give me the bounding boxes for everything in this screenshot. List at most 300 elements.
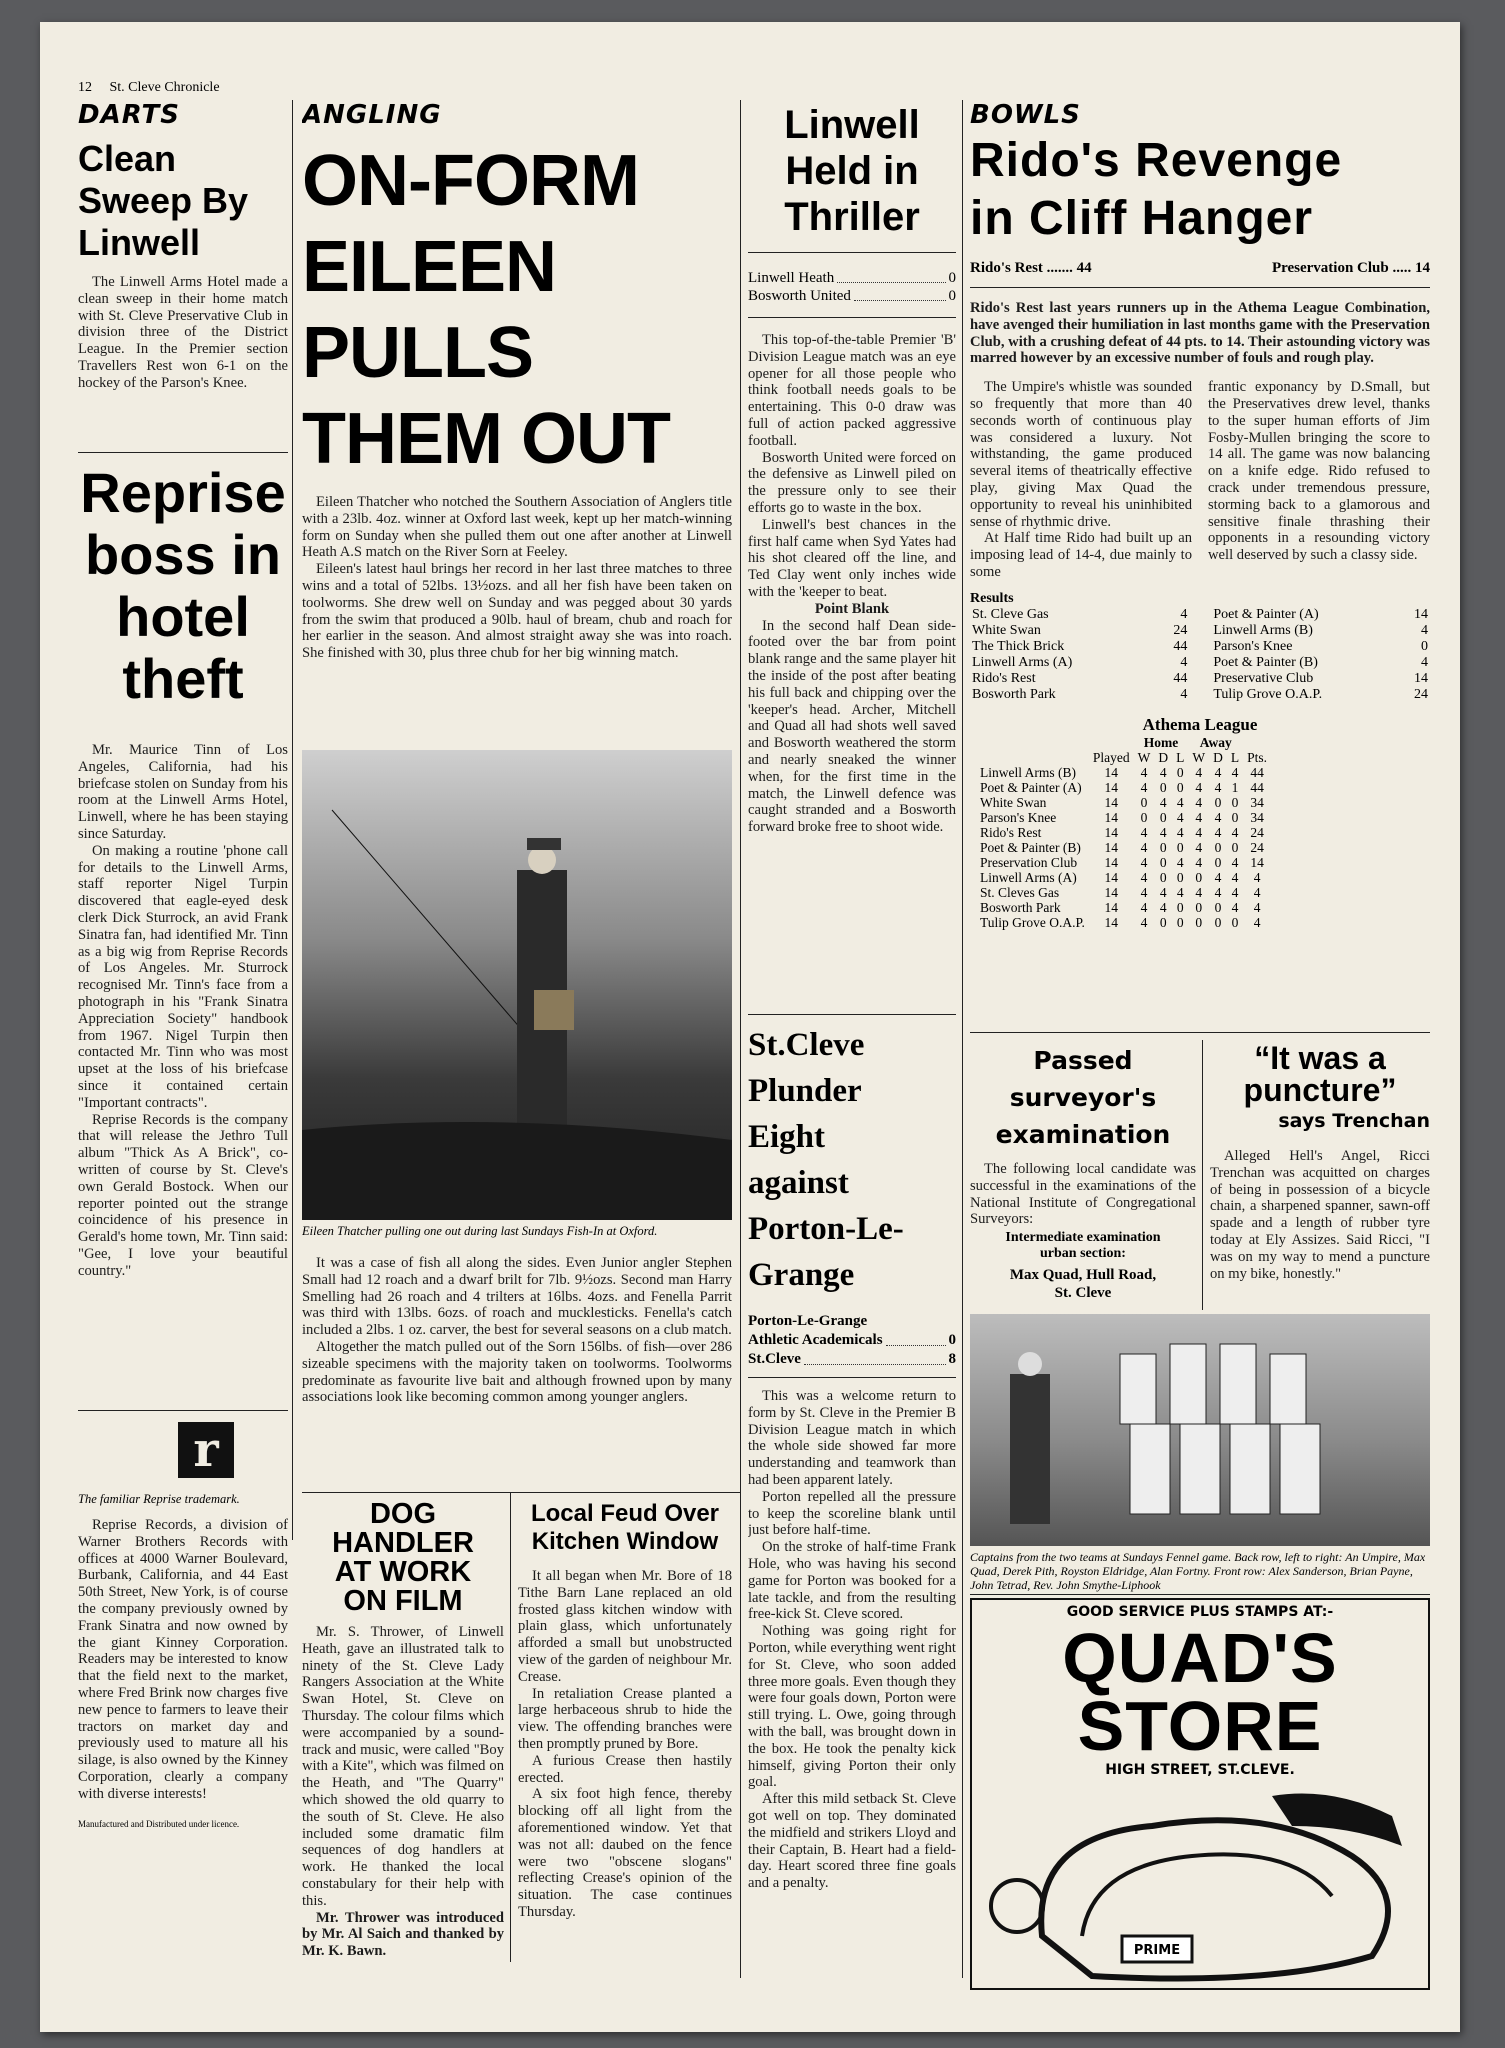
score-heading: Porton-Le-Grange	[748, 1313, 868, 1329]
league-row	[978, 825, 1271, 840]
league-cell: 0	[1159, 869, 1167, 885]
linwell-paragraph: Linwell's best chances in the first half came when Syd Yates had his shot cleared off the line, and Ted Clay went only inches wide with the 'keeper to beat.	[748, 516, 956, 600]
stcleve-headline-line: St.Cleve	[748, 1027, 865, 1063]
angling-article	[302, 100, 732, 1490]
bowls-headline	[970, 132, 1430, 248]
league-cell: 14	[1104, 899, 1119, 915]
league-cell: 34	[1250, 809, 1264, 825]
league-cell: 4	[1253, 899, 1261, 915]
darts-paragraph: The Linwell Arms Hotel made a clean sweep in their home match with St. Cleve Preservative Club in division three of the District League. In the Premier section Travellers Rest won 6-1 on the hockey of the Parson's Knee.	[78, 274, 288, 391]
league-cell: 14	[1104, 809, 1119, 825]
league-cell: 14	[1104, 764, 1119, 780]
dog-headline-line: DOG	[369, 1500, 437, 1530]
league-team: St. Cleves Gas	[980, 884, 1060, 900]
dog-paragraph: Mr. S. Thrower, of Linwell Heath, gave an illustrated talk to ninety of the St. Cleve Lady Rangers Association at the White Swan Hotel, St. Cleve on Thursday. The colour films which were accompanied by a sound-track and music, were called "Boy with a Kite", which was filmed on the Heath, and "The Quarry" which showed the old quarry to the south of St. Cleve. He also included some dramatic film sequences of dog handlers at work. He thanked the local constabulary for their help with this.	[302, 1624, 504, 1909]
reprise-paragraph: On making a routine 'phone call for details to the Linwell Arms, staff reporter Nigel Turpin discovered that eagle-eyed desk clerk Dick Sturrock, an avid Frank Sinatra fan, had identified Mr. Tinn as a big wig from Reprise Records of Los Angeles. Mr. Sturrock recognised Mr. Tinn's face from a photograph in his "Frank Sinatra Appreciation Society" handbook from 1967. Nigel Turpin then contacted Mr. Tinn who was most upset at the loss of his briefcase since it contained certain "Important contracts".	[78, 842, 288, 1111]
feud-paragraph: It all began when Mr. Bore of 18 Tithe Barn Lane replaced an old frosted glass kitchen window with plain glass, which unfortunately afforded a small but unobstructed view of the garden of neighbour Mr. Crease.	[518, 1568, 732, 1685]
results-cell: 44	[1173, 670, 1188, 686]
league-cell: 4	[1159, 794, 1167, 810]
stcleve-headline-line: Porton-Le-	[748, 1211, 904, 1247]
reprise-logo: r	[178, 1422, 234, 1478]
reprise-headline-line: hotel	[116, 585, 250, 648]
league-cell: 4	[1140, 764, 1148, 780]
league-cell: 4	[1231, 884, 1239, 900]
league-cell: 4	[1176, 884, 1184, 900]
linwell-paragraph: Bosworth United were forced on the defensive as Linwell piled on the pressure only to see their efforts go to waste in the box.	[748, 449, 956, 516]
results-cell: Parson's Knee	[1213, 638, 1293, 654]
stcleve-paragraph: This was a welcome return to form by St. Cleve in the Premier B Division League match in which the whole side showed far more understanding and teamwork than had been apparent lately.	[748, 1388, 956, 1488]
results-row	[970, 687, 1430, 703]
stcleve-article	[748, 1022, 956, 1972]
stcleve-headline-line: against	[748, 1165, 849, 1201]
bowls-headline-line: Rido's Revenge	[970, 134, 1343, 187]
league-cell: 4	[1231, 854, 1239, 870]
league-cell: 14	[1104, 869, 1119, 885]
league-col-header: L	[1230, 749, 1240, 765]
results-heading: Results	[970, 590, 1014, 606]
league-cell: 4	[1214, 764, 1222, 780]
licence-footer: Manufactured and Distributed under licence.	[78, 1818, 240, 1829]
league-cell: 14	[1104, 854, 1119, 870]
league-cell: 0	[1140, 809, 1148, 825]
feud-headline	[518, 1500, 732, 1556]
score-team: St.Cleve	[748, 1351, 801, 1367]
angling-headline-line: ON-FORM	[302, 141, 639, 221]
linwell-paragraph: In the second half Dean side-footed over the bar from point blank range and the same player hit the inside of the post after beating his full back and chipping over the 'keeper's head. Archer, Mitchell and Quad all had shots well saved and Bosworth weathered the storm and nearly sneaked the winner when, for the first time in the match, the Linwell defence was caught stranded and a Bosworth forward broke free to shoot wide.	[748, 617, 956, 836]
league-col-header: D	[1158, 749, 1169, 765]
reprise-body	[78, 742, 288, 1280]
reprise-note-paragraph: Reprise Records, a division of Warner Brothers Records with offices at 4000 Warner Boulevard, Burbank, California, and 44 East 50th Street, New York, is of course the company previously owned by Frank Sinatra and now owned by the giant Kinney Corporation. Readers may be interested to know that the field next to the market, where Fred Brink now charges five new pence to farmers to leave their tractors on market day and previously used to mature all his silage, is also owned by the Kinney Corporation, clearly a company with diverse interests!	[78, 1517, 288, 1802]
league-row	[978, 840, 1271, 855]
stcleve-headline-line: Eight	[748, 1119, 826, 1155]
league-row	[978, 900, 1271, 915]
league-title: Athema League	[1142, 714, 1258, 734]
league-cell: 0	[1159, 854, 1167, 870]
score-row	[748, 1350, 956, 1369]
puncture-headline-line: puncture”	[1243, 1072, 1397, 1108]
results-cell: Linwell Arms (B)	[1213, 622, 1313, 638]
stcleve-paragraph: Porton repelled all the pressure to keep the scoreline blank until just before half-time.	[748, 1488, 956, 1539]
darts-article	[78, 100, 288, 392]
surveyor-headline	[970, 1042, 1196, 1153]
league-cell: 0	[1176, 899, 1184, 915]
linwell-headline-line: Held in	[785, 149, 919, 193]
logo-caption: The familiar Reprise trademark.	[78, 1492, 240, 1506]
reprise-paragraph: Reprise Records is the company that will release the Jethro Tull album "Thick As A Brick", co-written of course by St. Cleve's own Gerald Bostock. When our reporter pointed out the strange coincidence of his presence in Gerald's home town, Mr. Tinn said: "Gee, I love your beautiful country."	[78, 1111, 288, 1279]
reprise-headline-line: Reprise	[80, 462, 286, 524]
results-cell: 0	[1421, 638, 1428, 654]
ad-tagline: GOOD SERVICE PLUS STAMPS AT:-	[1066, 1604, 1334, 1620]
results-cell: Tulip Grove O.A.P.	[1213, 686, 1323, 702]
results-cell: Poet & Painter (A)	[1213, 606, 1319, 622]
league-cell: 4	[1176, 794, 1184, 810]
meat-illustration	[972, 1786, 1428, 1986]
league-cell: 24	[1250, 839, 1264, 855]
feud-headline-line: Local Feud Over	[530, 1500, 720, 1527]
league-cell: 0	[1214, 839, 1222, 855]
league-team: Preservation Club	[980, 854, 1078, 870]
stcleve-paragraph: On the stroke of half-time Frank Hole, who was having his second game for Porton was booked for a late tackle, and from the resulting free-kick St. Cleve scored.	[748, 1539, 956, 1623]
league-cell: 4	[1195, 884, 1203, 900]
results-cell: 4	[1180, 654, 1188, 670]
results-row	[970, 607, 1430, 623]
league-cell: 0	[1176, 779, 1184, 795]
reprise-headline	[78, 462, 288, 710]
surveyor-name-line: Max Quad, Hull Road,	[1009, 1267, 1157, 1284]
league-cell: 0	[1231, 839, 1239, 855]
linwell-headline-line: Linwell	[784, 103, 920, 147]
reprise-headline-line: boss in	[84, 523, 282, 586]
stcleve-paragraph: After this mild setback St. Cleve got well on top. They dominated the midfield and strikers Lloyd and their Captain, B. Heart had a field-day. Heart scored three fine goals and a penalty.	[748, 1791, 956, 1892]
league-cell: 0	[1159, 809, 1167, 825]
bowls-columns	[970, 379, 1430, 581]
bowls-col-2	[1208, 379, 1430, 581]
league-row	[978, 780, 1271, 795]
surveyor-headline-line: surveyor's	[1009, 1083, 1157, 1112]
league-cell: 4	[1159, 824, 1167, 840]
results-cell: 4	[1180, 686, 1188, 702]
league-cell: 4	[1195, 839, 1203, 855]
results-cell: 4	[1421, 654, 1428, 670]
feud-paragraph: A six foot high fence, thereby blocking off all light from the aforementioned window. Yet that was not all: daubed on the fence were two "obscene slogans" reflecting Crease's opinion of the situation. The case continues Thursday.	[518, 1786, 732, 1920]
league-cell: 0	[1231, 914, 1239, 930]
linwell-paragraph: This top-of-the-table Premier 'B' Division League match was an eye opener for all those people who think football needs goals to be entertaining. This 0-0 draw was full of action packed aggressive football.	[748, 332, 956, 449]
league-team: Rido's Rest	[980, 824, 1042, 840]
results-cell: 4	[1180, 606, 1188, 622]
dog-headline-line: ON FILM	[343, 1585, 463, 1617]
team-photo	[970, 1314, 1430, 1546]
league-cell: 14	[1250, 854, 1264, 870]
surveyor-section-line: urban section:	[1040, 1246, 1126, 1262]
reprise-note	[78, 1422, 288, 1829]
darts-headline-line: Linwell	[78, 222, 201, 263]
bowls-col-1	[970, 379, 1192, 581]
darts-headline-line: Sweep By	[78, 180, 249, 221]
feud-article	[518, 1500, 732, 1921]
reprise-note-body	[78, 1517, 288, 1803]
league-cell: 0	[1231, 809, 1239, 825]
league-table	[978, 735, 1271, 930]
results-cell: 14	[1414, 670, 1428, 686]
league-cell: 4	[1253, 884, 1261, 900]
darts-body	[78, 274, 288, 392]
results-row	[970, 655, 1430, 671]
score-row	[748, 269, 956, 287]
angler-photo	[302, 750, 732, 1220]
ad-name-line: QUAD'S	[1062, 1619, 1338, 1697]
league-col-header: Played	[1092, 749, 1130, 765]
league-cell: 0	[1214, 794, 1222, 810]
league-cell: 4	[1195, 854, 1203, 870]
league-team: Poet & Painter (B)	[980, 839, 1081, 855]
darts-kicker: DARTS	[78, 100, 181, 130]
darts-headline-line: Clean	[78, 138, 177, 179]
surveyor-headline-line: examination	[995, 1120, 1171, 1149]
darts-headline	[78, 138, 288, 264]
linwell-article	[748, 100, 956, 1010]
results-row	[970, 623, 1430, 639]
league-cell: 4	[1214, 809, 1222, 825]
feud-paragraph: In retaliation Crease planted a large herbaceous shrub to hide the view. The offending branches were then promptly pruned by Bore.	[518, 1685, 732, 1752]
stcleve-scores	[748, 1312, 956, 1369]
angling-kicker: ANGLING	[302, 100, 442, 130]
dog-thanks: Mr. Thrower was introduced by Mr. Al Saich and thanked by Mr. K. Bawn.	[302, 1909, 504, 1960]
score-team: Linwell Heath	[748, 270, 835, 286]
linwell-body	[748, 332, 956, 836]
league-cell: 4	[1140, 779, 1148, 795]
feud-headline-line: Kitchen Window	[531, 1528, 719, 1555]
league-cell: 4	[1231, 764, 1239, 780]
league-cell: 4	[1140, 914, 1148, 930]
league-cell: 1	[1231, 779, 1239, 795]
league-team: Parson's Knee	[980, 809, 1057, 825]
results-cell: 24	[1173, 622, 1188, 638]
league-cell: 14	[1104, 824, 1119, 840]
quads-store-ad	[970, 1598, 1430, 1990]
league-cell: 4	[1140, 899, 1148, 915]
results-cell: Bosworth Park	[972, 686, 1056, 702]
score-value: 8	[948, 1351, 956, 1367]
puncture-body	[1210, 1148, 1430, 1282]
score-value: 0	[948, 288, 956, 304]
score-team: Athletic Academicals	[748, 1332, 883, 1348]
league-cell: 4	[1214, 779, 1222, 795]
surveyor-name-line: St. Cleve	[1054, 1285, 1112, 1302]
league-cell: 14	[1104, 779, 1119, 795]
results-cell: St. Cleve Gas	[972, 606, 1049, 622]
league-cell: 4	[1214, 884, 1222, 900]
league-row	[978, 855, 1271, 870]
angling-paragraph: It was a case of fish all along the sides. Even Junior angler Stephen Small had 12 roach and a dwarf brilt for 7lb. 9½ozs. Second man Harry Smelling had 26 roach and 4 trilters at 16lbs. 4ozs. and Fenella Parrit was third with 13lbs. 6ozs. of roach and mucklesticks. Fenella's catch included a 2lbs. 1 oz. carver, the best for several seasons on a club match.	[302, 1254, 732, 1339]
league-col-header: D	[1213, 749, 1223, 765]
prime-label: PRIME	[1133, 1943, 1181, 1958]
league-cell: 0	[1140, 794, 1148, 810]
score-value: 0	[948, 270, 956, 286]
results-cell: Rido's Rest	[972, 670, 1036, 686]
results-cell: 24	[1414, 686, 1428, 702]
paper-name: St. Cleve Chronicle	[109, 80, 220, 95]
bowls-lead-paragraph: Rido's Rest last years runners up in the Athema League Combination, have avenged their humiliation in last months game with the Preservation Club, with a crushing defeat of 44 pts. to 14. Their astounding victory was marred however by an excessive number of fouls and rough play.	[970, 300, 1430, 367]
score-row	[748, 287, 956, 305]
team-photo-caption: Captains from the two teams at Sundays Fennel game. Back row, left to right: An Umpire, Max Quad, Derek Pith, Royston Eldridge, Alan Fortny. Front row: Alex Sanderson, Brian Payne, John Tetrad, Rev. John Smythe-Liphook	[970, 1550, 1426, 1592]
results-cell: Poet & Painter (B)	[1213, 654, 1318, 670]
angling-body-2	[302, 1255, 732, 1406]
linwell-headline	[748, 102, 956, 240]
ad-name-line: STORE	[1077, 1687, 1323, 1765]
league-cell: 14	[1104, 839, 1119, 855]
stcleve-paragraph: Nothing was going right for Porton, while everything went right for St. Cleve, who soon added three more goals. Even though they were four goals down, Porton were still trying. L. Owe, going through with the ball, was brought down in the box. He took the penalty kick himself, giving Porton their only goal.	[748, 1623, 956, 1791]
results-table	[970, 607, 1430, 703]
league-cell: 4	[1159, 884, 1167, 900]
score-value: 0	[948, 1332, 956, 1348]
league-cell: 0	[1159, 839, 1167, 855]
surveyor-body	[970, 1161, 1196, 1228]
puncture-article	[1210, 1042, 1430, 1282]
angling-headline-line: THEM OUT	[302, 399, 670, 479]
league-cell: 4	[1140, 884, 1148, 900]
linwell-headline-line: Thriller	[784, 195, 920, 239]
results-row	[970, 671, 1430, 687]
league-cell: 0	[1231, 794, 1239, 810]
league-cell: 0	[1176, 764, 1184, 780]
surveyor-section-line: Intermediate examination	[1005, 1230, 1161, 1246]
stcleve-headline	[748, 1022, 956, 1298]
bowls-score-line: Rido's Rest ....... 44 Preservation Club ..... 14	[970, 260, 1430, 276]
surveyor-headline-line: Passed	[1033, 1046, 1133, 1075]
reprise-paragraph: Mr. Maurice Tinn of Los Angeles, California, had his briefcase stolen on Sunday from his room at the Linwell Arms Hotel, Linwell, where he has been staying since Saturday.	[78, 742, 288, 842]
league-col-header: L	[1176, 749, 1185, 765]
surveyor-name	[970, 1266, 1196, 1302]
league-team: Tulip Grove O.A.P.	[980, 914, 1085, 930]
results-cell: Linwell Arms (A)	[972, 654, 1073, 670]
league-cell: 4	[1231, 869, 1239, 885]
score-value: 44	[1076, 260, 1092, 276]
page-number: 12	[78, 80, 92, 95]
results-cell: Preservative Club	[1213, 670, 1314, 686]
league-cell: 44	[1250, 764, 1264, 780]
bowls-lead	[970, 300, 1430, 367]
surveyor-article	[970, 1042, 1196, 1302]
league-cell: 34	[1250, 794, 1264, 810]
results-cell: 4	[1421, 622, 1428, 638]
league-cell: 4	[1231, 824, 1239, 840]
dog-headline-line: HANDLER	[332, 1527, 474, 1559]
puncture-headline	[1210, 1042, 1430, 1106]
league-cell: 4	[1195, 824, 1203, 840]
league-cell: 4	[1159, 899, 1167, 915]
league-cell: 4	[1176, 854, 1184, 870]
league-row	[978, 915, 1271, 930]
puncture-subhead: says Trenchan	[1278, 1110, 1430, 1132]
league-row	[978, 885, 1271, 900]
angler-photo-caption: Eileen Thatcher pulling one out during last Sundays Fish-In at Oxford.	[302, 1223, 658, 1238]
league-cell: 0	[1195, 869, 1203, 885]
league-cell: 14	[1104, 914, 1119, 930]
league-cell: 4	[1140, 869, 1148, 885]
league-team: Linwell Arms (B)	[980, 764, 1076, 780]
league-cell: 0	[1159, 779, 1167, 795]
league-row	[978, 795, 1271, 810]
stcleve-body	[748, 1388, 956, 1892]
angling-paragraph: Eileen Thatcher who notched the Southern Association of Anglers title with a 23lb. 4oz. winner at Oxford last week, kept up her match-winning form on Sunday when she pulled them out one after another at Linwell Heath A.S match on the River Sorn at Feeley.	[302, 494, 732, 561]
surveyor-section	[970, 1230, 1196, 1262]
league-cell: 0	[1214, 899, 1222, 915]
league-cell: 4	[1195, 779, 1203, 795]
bowls-paragraph: frantic exponancy by D.Small, but the Preservatives drew level, thanks to the super human efforts of Jim Fosby-Mullen bringing the score to 14 all. The game was now balancing on a knife edge. Rido refused to crack under tremendous pressure, storming back to a glamorous and sensitive finale thrashing their opponents in a resounding victory well deserved by such a classy side.	[1208, 379, 1430, 564]
league-cell: 4	[1176, 824, 1184, 840]
masthead	[78, 80, 220, 96]
league-col-header: W	[1137, 749, 1151, 765]
league-col-header: W	[1192, 749, 1206, 765]
ad-name	[972, 1619, 1428, 1765]
league-cell: 4	[1140, 854, 1148, 870]
linwell-scores	[748, 269, 956, 305]
angling-paragraph: Altogether the match pulled out of the Sorn 156lbs. of fish—over 286 sizeable specimens with the majority taken on toolworms. Toolworms predominate as favourite live bait and although frowned upon by many associations look like becoming common among younger anglers.	[302, 1338, 732, 1406]
stcleve-headline-line: Plunder	[748, 1073, 862, 1109]
league-cell: 4	[1195, 809, 1203, 825]
league-cell: 44	[1250, 779, 1264, 795]
dog-body	[302, 1624, 504, 1960]
league-row	[978, 765, 1271, 780]
league-cell: 0	[1195, 914, 1203, 930]
bowls-article	[970, 100, 1430, 930]
league-cell: 4	[1231, 899, 1239, 915]
reprise-article	[78, 462, 288, 1280]
angling-headline-line: EILEEN PULLS	[302, 227, 557, 393]
surveyor-paragraph: The following local candidate was successful in the examinations of the National Institute of Congregational Surveyors:	[970, 1161, 1196, 1228]
results-cell: White Swan	[972, 622, 1041, 638]
ad-address: HIGH STREET, ST.CLEVE.	[1105, 1762, 1295, 1778]
league-cell: 4	[1253, 914, 1261, 930]
league-row	[978, 810, 1271, 825]
league-col-header: Pts.	[1247, 749, 1268, 765]
dog-headline-line: AT WORK	[334, 1556, 472, 1588]
score-value: 14	[1415, 260, 1430, 276]
score-team: Bosworth United	[748, 288, 851, 304]
angling-headline	[302, 138, 732, 482]
league-cell: 0	[1176, 914, 1184, 930]
league-team: Poet & Painter (A)	[980, 779, 1082, 795]
league-cell: 4	[1140, 824, 1148, 840]
bowls-headline-line: in Cliff Hanger	[970, 192, 1314, 245]
league-cell: 4	[1195, 764, 1203, 780]
score-team: Rido's Rest	[970, 260, 1043, 276]
angling-paragraph: Eileen's latest haul brings her record in her last three matches to three wins and a total of 52lbs. 13½ozs. and all her fish have been taken on toolworms. She drew well on Sunday and was pegged about 30 yards from the swim that produced a 90lb. haul of bream, chub and roach for her earlier in the season. And almost straight away she was into roach. She finished with 30, plus three chub for her big winning match.	[302, 561, 732, 662]
league-cell: 4	[1214, 824, 1222, 840]
league-cell: 0	[1176, 839, 1184, 855]
reprise-headline-line: theft	[122, 647, 244, 710]
away-group: Away	[1199, 734, 1232, 750]
bowls-paragraph: At Half time Rido had built up an imposing lead of 14-4, due mainly to some	[970, 530, 1192, 580]
bowls-kicker: BOWLS	[970, 100, 1081, 130]
league-team: Bosworth Park	[980, 899, 1061, 915]
bowls-paragraph: The Umpire's whistle was sounded so frequently that more than 40 seconds worth of continuous play was considered a luxury. Not withstanding, the game produced several items of theatrically effective play, giving Max Quad the opportunity to reveal his uninhibited sense of rhythmic drive.	[970, 379, 1192, 530]
league-cell: 14	[1104, 884, 1119, 900]
results-cell: The Thick Brick	[972, 638, 1065, 654]
league-cell: 4	[1253, 869, 1261, 885]
league-row	[978, 870, 1271, 885]
score-team: Preservation Club	[1271, 260, 1389, 276]
feud-body	[518, 1568, 732, 1921]
league-cell: 4	[1159, 764, 1167, 780]
league-cell: 14	[1104, 794, 1119, 810]
league-cell: 0	[1214, 914, 1222, 930]
results-cell: 44	[1173, 638, 1188, 654]
league-cell: 0	[1195, 899, 1203, 915]
league-cell: 0	[1159, 914, 1167, 930]
league-cell: 0	[1176, 869, 1184, 885]
puncture-headline-line: “It was a	[1254, 1042, 1386, 1076]
league-cell: 4	[1140, 839, 1148, 855]
home-group: Home	[1143, 734, 1179, 750]
newspaper-page	[40, 22, 1460, 2032]
puncture-paragraph: Alleged Hell's Angel, Ricci Trenchan was acquitted on charges of being in possession of a bicycle chain, a sharpened spanner, sawn-off spade and a length of rubber tyre today at Ely Assizes. Said Ricci, "I was on my way to mend a puncture on my bike, honestly."	[1210, 1148, 1430, 1282]
league-cell: 4	[1195, 794, 1203, 810]
league-cell: 4	[1176, 809, 1184, 825]
league-team: White Swan	[980, 794, 1047, 810]
linwell-subhead: Point Blank	[814, 600, 890, 617]
dog-headline	[302, 1500, 504, 1616]
angling-body	[302, 494, 732, 662]
league-cell: 24	[1250, 824, 1264, 840]
results-row	[970, 639, 1430, 655]
feud-paragraph: A furious Crease then hastily erected.	[518, 1752, 732, 1786]
league-team: Linwell Arms (A)	[980, 869, 1077, 885]
league-cell: 0	[1214, 854, 1222, 870]
dog-article	[302, 1500, 504, 1960]
score-row	[748, 1331, 956, 1350]
league-cell: 4	[1214, 869, 1222, 885]
